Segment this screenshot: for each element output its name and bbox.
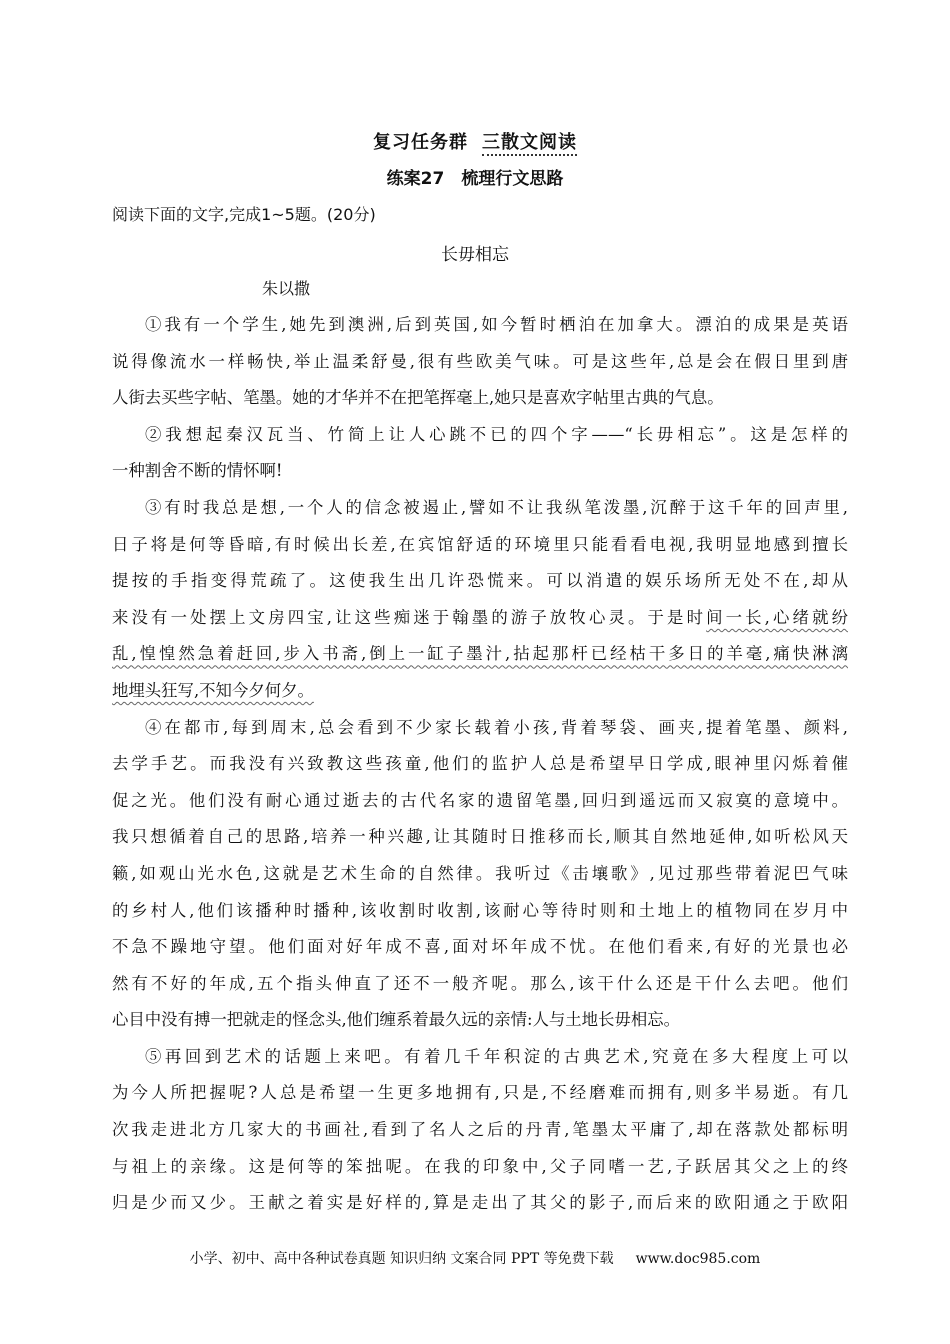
line-text: 来没有一处摆上文房四宝,让这些痴迷于翰墨的游子放牧心灵。于是时 (112, 607, 707, 627)
article-author: 朱以撒 (262, 279, 311, 298)
article-line: 籁,如观山光水色,这就是艺术生命的自然律。我听过《击壤歌》,见过那些带着泥巴气味 (112, 863, 848, 883)
instruction-text: 阅读下面的文字,完成1~5题。(20分) (112, 205, 376, 224)
article-line (112, 673, 848, 710)
article-line: ④在都市,每到周末,总会看到不少家长载着小孩,背着琴袋、画夹,提着笔墨、颜料, (145, 717, 848, 737)
footer-url: www.doc985.com (635, 1251, 761, 1267)
underlined-sentence: 地埋头狂写,不知今夕何夕。 (112, 680, 314, 700)
article-line: ①我有一个学生,她先到澳洲,后到英国,如今暂时栖泊在加拿大。漂泊的成果是英语 (145, 315, 848, 334)
article-line: ⑤再回到艺术的话题上来吧。有着几千年积淀的古典艺术,究竟在多大程度上可以 (145, 1046, 848, 1066)
article-line (112, 600, 848, 637)
article-line: ②我想起秦汉瓦当、竹简上让人心跳不已的四个字——“长毋相忘”。这是怎样的 (145, 424, 848, 444)
article-line: 去学手艺。而我没有兴致教这些孩童,他们的监护人总是希望早日学成,眼神里闪烁着催 (112, 754, 848, 774)
task-group-heading (0, 128, 950, 154)
underlined-sentence: 乱,惶惶然急着赶回,步入书斋,倒上一缸子墨汁,拈起那杆已经枯干多日的羊毫,痛快淋漓 (112, 644, 848, 664)
lesson-heading: 练案27 梳理行文思路 (386, 169, 564, 189)
article-line: 不急不躁地守望。他们面对好年成不喜,面对坏年成不忧。在他们看来,有好的光景也必 (112, 937, 848, 957)
article-line: 一种割舍不断的情怀啊! (112, 461, 283, 481)
page-footer (0, 1248, 950, 1268)
article-line: 我只想循着自己的思路,培养一种兴趣,让其随时日推移而长,顺其自然地延伸,如听松风天 (112, 827, 848, 847)
article-line: 提按的手指变得荒疏了。这使我生出几许恐慌来。可以消遣的娱乐场所无处不在,却从 (112, 571, 848, 591)
article-line: 日子将是何等昏暗,有时候出长差,在宾馆舒适的环境里只能看看电视,我明显地感到擅长 (112, 534, 848, 554)
section-label: 三散文阅读 (482, 132, 577, 156)
article-line: 促之光。他们没有耐心通过逝去的古代名家的遗留笔墨,回归到遥远而又寂寞的意境中。 (112, 790, 848, 810)
article-line (112, 636, 848, 673)
article-line: 次我走进北方几家大的书画社,看到了名人之后的丹青,笔墨太平庸了,却在落款处都标明 (112, 1120, 848, 1140)
article-line: 人街去买些字帖、笔墨。她的才华并不在把笔挥毫上,她只是喜欢字帖里古典的气息。 (112, 388, 724, 408)
article-line: 然有不好的年成,五个指头伸直了还不一般齐呢。那么,该干什么还是干什么去吧。他们 (112, 973, 848, 993)
footer-text: 小学、初中、高中各种试卷真题 知识归纳 文案合同 PPT 等免费下载 (189, 1251, 614, 1267)
article-line: 为今人所把握呢?人总是希望一生更多地拥有,只是,不经磨难而拥有,则多半易逝。有几 (112, 1083, 848, 1103)
article-body (112, 307, 848, 1222)
article-line: 归是少而又少。王献之着实是好样的,算是走出了其父的影子,而后来的欧阳通之于欧阳 (112, 1193, 848, 1213)
article-line: 心目中没有搏一把就走的怪念头,他们缠系着最久远的亲情:人与土地长毋相忘。 (112, 1010, 681, 1030)
task-group-label: 复习任务群 (373, 132, 468, 153)
article-line: 的乡村人,他们该播种时播种,该收割时收割,该耐心等待时则和土地上的植物同在岁月中 (112, 900, 848, 920)
article-line: 与祖上的亲缘。这是何等的笨拙呢。在我的印象中,父子同嗜一艺,子跃居其父之上的终 (112, 1156, 848, 1176)
underlined-sentence: 间一长,心绪就纷 (706, 607, 848, 627)
article-line: 说得像流水一样畅快,举止温柔舒曼,很有些欧美气味。可是这些年,总是会在假日里到唐 (112, 351, 848, 371)
article-line: ③有时我总是想,一个人的信念被遏止,譬如不让我纵笔泼墨,沉醉于这千年的回声里, (145, 497, 848, 517)
article-title: 长毋相忘 (441, 245, 509, 265)
